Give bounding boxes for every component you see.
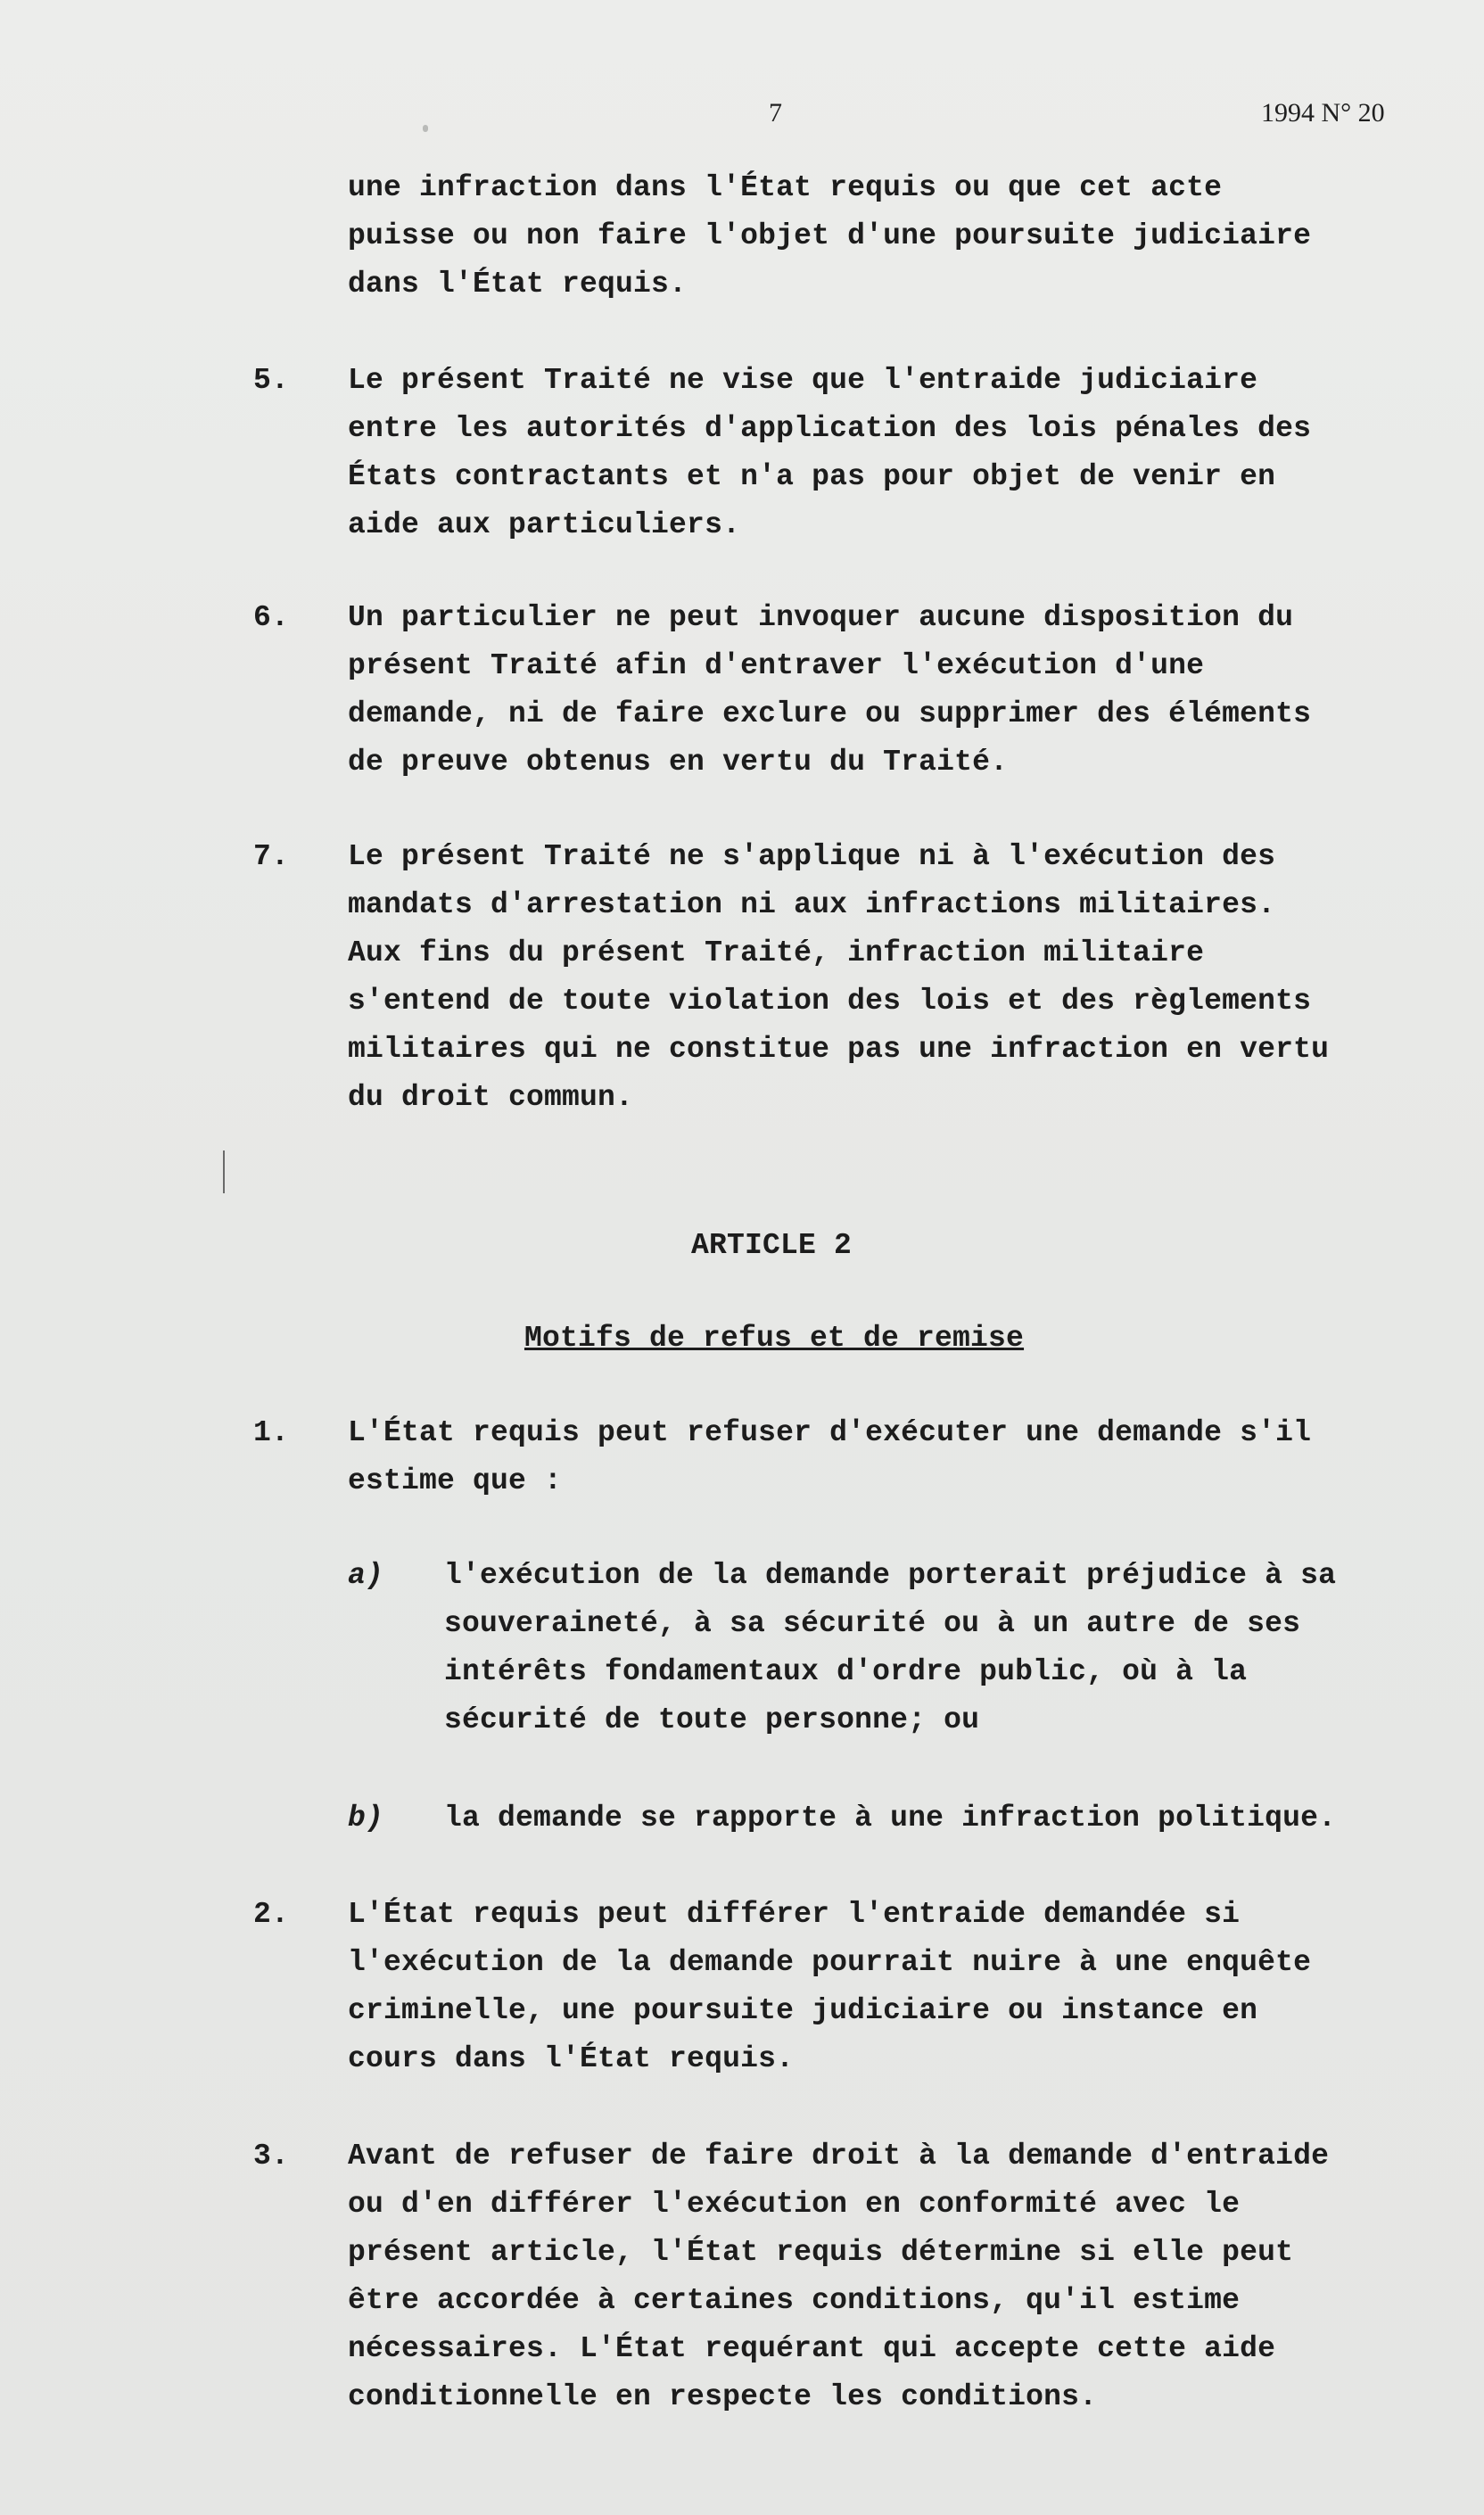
text-line: aide aux particuliers. (348, 508, 741, 541)
subitem-label: b) (348, 1802, 384, 1835)
text-line: nécessaires. L'État requérant qui accepte cette aide (348, 2332, 1276, 2365)
text-line: l'exécution de la demande pourrait nuire à une enquête (348, 1946, 1312, 1979)
text-line: ou d'en différer l'exécution en conformité avec le (348, 2188, 1241, 2221)
article-title: Motifs de refus et de remise (524, 1322, 1025, 1355)
text-line: conditionnelle en respecte les conditions. (348, 2380, 1098, 2413)
text-line: souveraineté, à sa sécurité ou à un autre de ses (444, 1607, 1301, 1640)
text-line: l'exécution de la demande porterait préjudice à sa (444, 1559, 1337, 1592)
text-line: la demande se rapporte à une infraction politique. (444, 1802, 1337, 1835)
text-line: sécurité de toute personne; ou (444, 1703, 980, 1736)
text-line: Avant de refuser de faire droit à la demande d'entraide (348, 2140, 1330, 2173)
text-line: militaires qui ne constitue pas une infraction en vertu (348, 1033, 1330, 1066)
text-line: Le présent Traité ne vise que l'entraide judiciaire (348, 364, 1258, 397)
text-line: une infraction dans l'État requis ou que cet acte (348, 171, 1223, 204)
text-line: Aux fins du présent Traité, infraction militaire (348, 936, 1205, 969)
text-line: Un particulier ne peut invoquer aucune disposition du (348, 601, 1294, 634)
text-line: être accordée à certaines conditions, qu'il estime (348, 2284, 1241, 2317)
text-line: présent article, l'État requis détermine si elle peut (348, 2236, 1294, 2269)
paper-speck (423, 125, 428, 132)
paragraph-number: 7. (253, 840, 290, 873)
text-line: puisse ou non faire l'objet d'une poursuite judiciaire (348, 219, 1312, 252)
article-heading: ARTICLE 2 (690, 1229, 853, 1262)
text-line: criminelle, une poursuite judiciaire ou instance en (348, 1994, 1258, 2027)
page-number: 7 (769, 98, 782, 128)
margin-mark (223, 1150, 225, 1193)
text-line: L'État requis peut refuser d'exécuter une demande s'il (348, 1416, 1312, 1449)
text-line: entre les autorités d'application des lois pénales des (348, 412, 1312, 445)
text-line: Le présent Traité ne s'applique ni à l'exécution des (348, 840, 1276, 873)
text-line: L'État requis peut différer l'entraide demandée si (348, 1898, 1241, 1931)
text-line: États contractants et n'a pas pour objet de venir en (348, 460, 1276, 493)
paragraph-number: 3. (253, 2140, 290, 2173)
text-line: cours dans l'État requis. (348, 2042, 795, 2075)
text-line: dans l'État requis. (348, 268, 688, 301)
text-line: estime que : (348, 1464, 563, 1497)
text-line: mandats d'arrestation ni aux infractions militaires. (348, 888, 1276, 921)
paragraph-number: 1. (253, 1416, 290, 1449)
journal-reference: 1994 N° 20 (1261, 98, 1385, 128)
text-line: s'entend de toute violation des lois et des règlements (348, 985, 1312, 1018)
paragraph-number: 6. (253, 601, 290, 634)
text-line: présent Traité afin d'entraver l'exécution d'une (348, 649, 1205, 682)
text-line: demande, ni de faire exclure ou supprimer des éléments (348, 697, 1312, 730)
text-line: intérêts fondamentaux d'ordre public, où à la (444, 1655, 1248, 1688)
text-line: de preuve obtenus en vertu du Traité. (348, 746, 1009, 779)
paragraph-number: 5. (253, 364, 290, 397)
paragraph-number: 2. (253, 1898, 290, 1931)
subitem-label: a) (348, 1559, 384, 1592)
text-line: du droit commun. (348, 1081, 634, 1114)
